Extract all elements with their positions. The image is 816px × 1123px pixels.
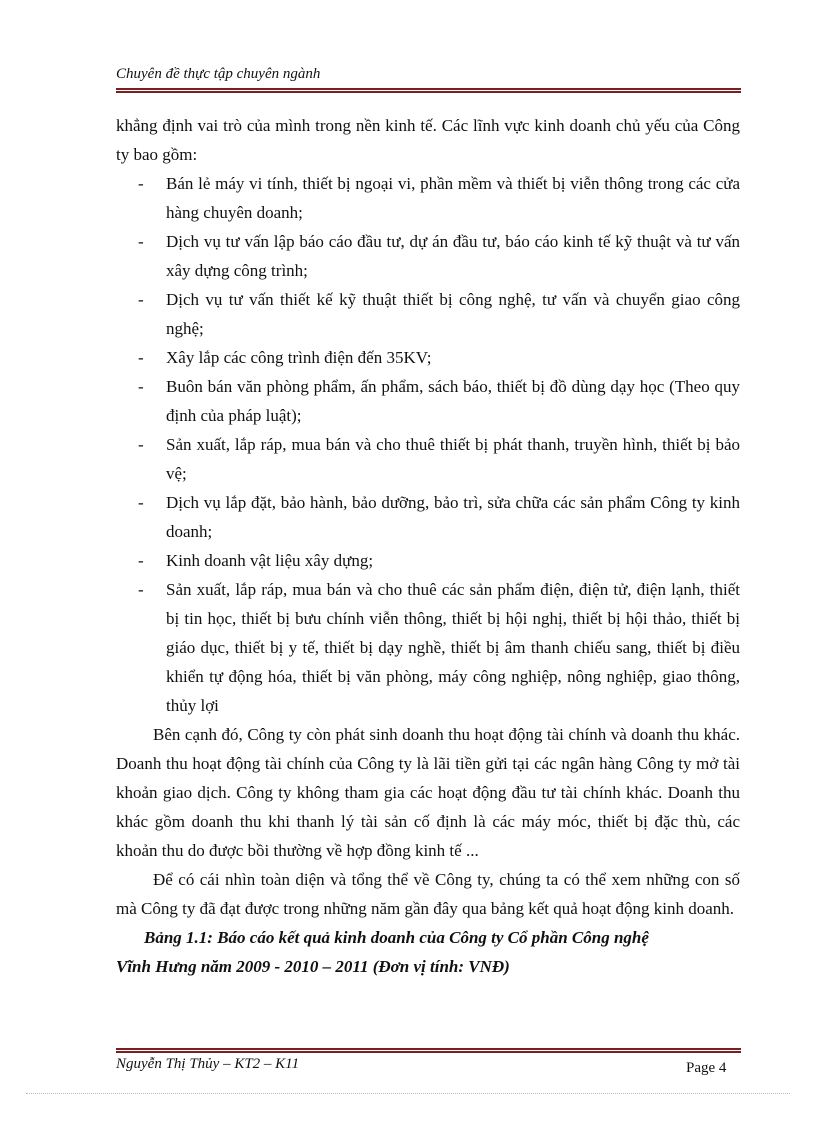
list-item: - Xây lắp các công trình điện đến 35KV; (138, 348, 432, 367)
list-item: - Buôn bán văn phòng phẩm, ấn phẩm, sách báo, thiết bị đồ dùng dạy học (Theo quy định của pháp luật); (138, 377, 740, 425)
running-header-title: Chuyên đề thực tập chuyên ngành (116, 66, 321, 82)
list-item: - Sản xuất, lắp ráp, mua bán và cho thuê các sản phẩm điện, điện tử, điện lạnh, thiết bị tin học, thiết bị bưu chính viễn thông, thiết bị hội nghị, thiết bị hội thảo, thiết bị giáo dục, thiết bị y tế, thiết bị dạy nghề, thiết bị âm thanh chiếu sang, thiết bị điều khiển tự động hóa, thiết bị văn phòng, máy công nghiệp, nông nghiệp, giao thông, thủy lợi (138, 580, 740, 715)
table-caption-line1: Bảng 1.1: Báo cáo kết quả kinh doanh của Công ty Cổ phần Công nghệ (144, 928, 649, 947)
list-item: - Bán lẻ máy vi tính, thiết bị ngoại vi, phần mềm và thiết bị viễn thông trong các cửa hàng chuyên doanh; (138, 174, 740, 222)
page-body (116, 111, 740, 981)
revenue-paragraph: Bên cạnh đó, Công ty còn phát sinh doanh thu hoạt động tài chính và doanh thu khác. Doanh thu hoạt động tài chính của Công ty là lãi tiền gửi tại các ngân hàng Công ty mở tài khoản giao dịch. Công ty không tham gia các hoạt động đầu tư tài chính khác. Doanh thu khác gồm doanh thu khi thanh lý tài sản cố định là các máy móc, thiết bị đặc thù, các khoản thu do được bồi thường về hợp đồng kinh tế ... (116, 725, 740, 860)
footer-rule (116, 1048, 741, 1053)
header-rule (116, 88, 741, 93)
page-number: Page 4 (686, 1060, 727, 1076)
page-edge-divider (26, 1093, 790, 1094)
list-item: - Dịch vụ tư vấn lập báo cáo đầu tư, dự án đầu tư, báo cáo kinh tế kỹ thuật và tư vấn xây dựng công trình; (138, 232, 740, 280)
list-item: - Dịch vụ tư vấn thiết kế kỹ thuật thiết bị công nghệ, tư vấn và chuyển giao công nghệ; (138, 290, 740, 338)
table-caption-line2: Vĩnh Hưng năm 2009 - 2010 – 2011 (Đơn vị tính: VNĐ) (116, 957, 510, 976)
intro-paragraph: khẳng định vai trò của mình trong nền kinh tế. Các lĩnh vực kinh doanh chủ yếu của Công ty bao gồm: (116, 116, 740, 164)
table-caption (116, 923, 740, 981)
business-lines-list (116, 169, 740, 720)
list-item: - Kinh doanh vật liệu xây dựng; (138, 551, 374, 570)
footer-author: Nguyễn Thị Thủy – KT2 – K11 (116, 1056, 300, 1072)
list-item: - Sản xuất, lắp ráp, mua bán và cho thuê thiết bị phát thanh, truyền hình, thiết bị bảo vệ; (138, 435, 740, 483)
list-item: - Dịch vụ lắp đặt, bảo hành, bảo dưỡng, bảo trì, sửa chữa các sản phẩm Công ty kinh doanh; (138, 493, 740, 541)
overview-paragraph: Để có cái nhìn toàn diện và tổng thể về Công ty, chúng ta có thể xem những con số mà Công ty đã đạt được trong những năm gần đây qua bảng kết quả hoạt động kinh doanh. (116, 870, 740, 918)
